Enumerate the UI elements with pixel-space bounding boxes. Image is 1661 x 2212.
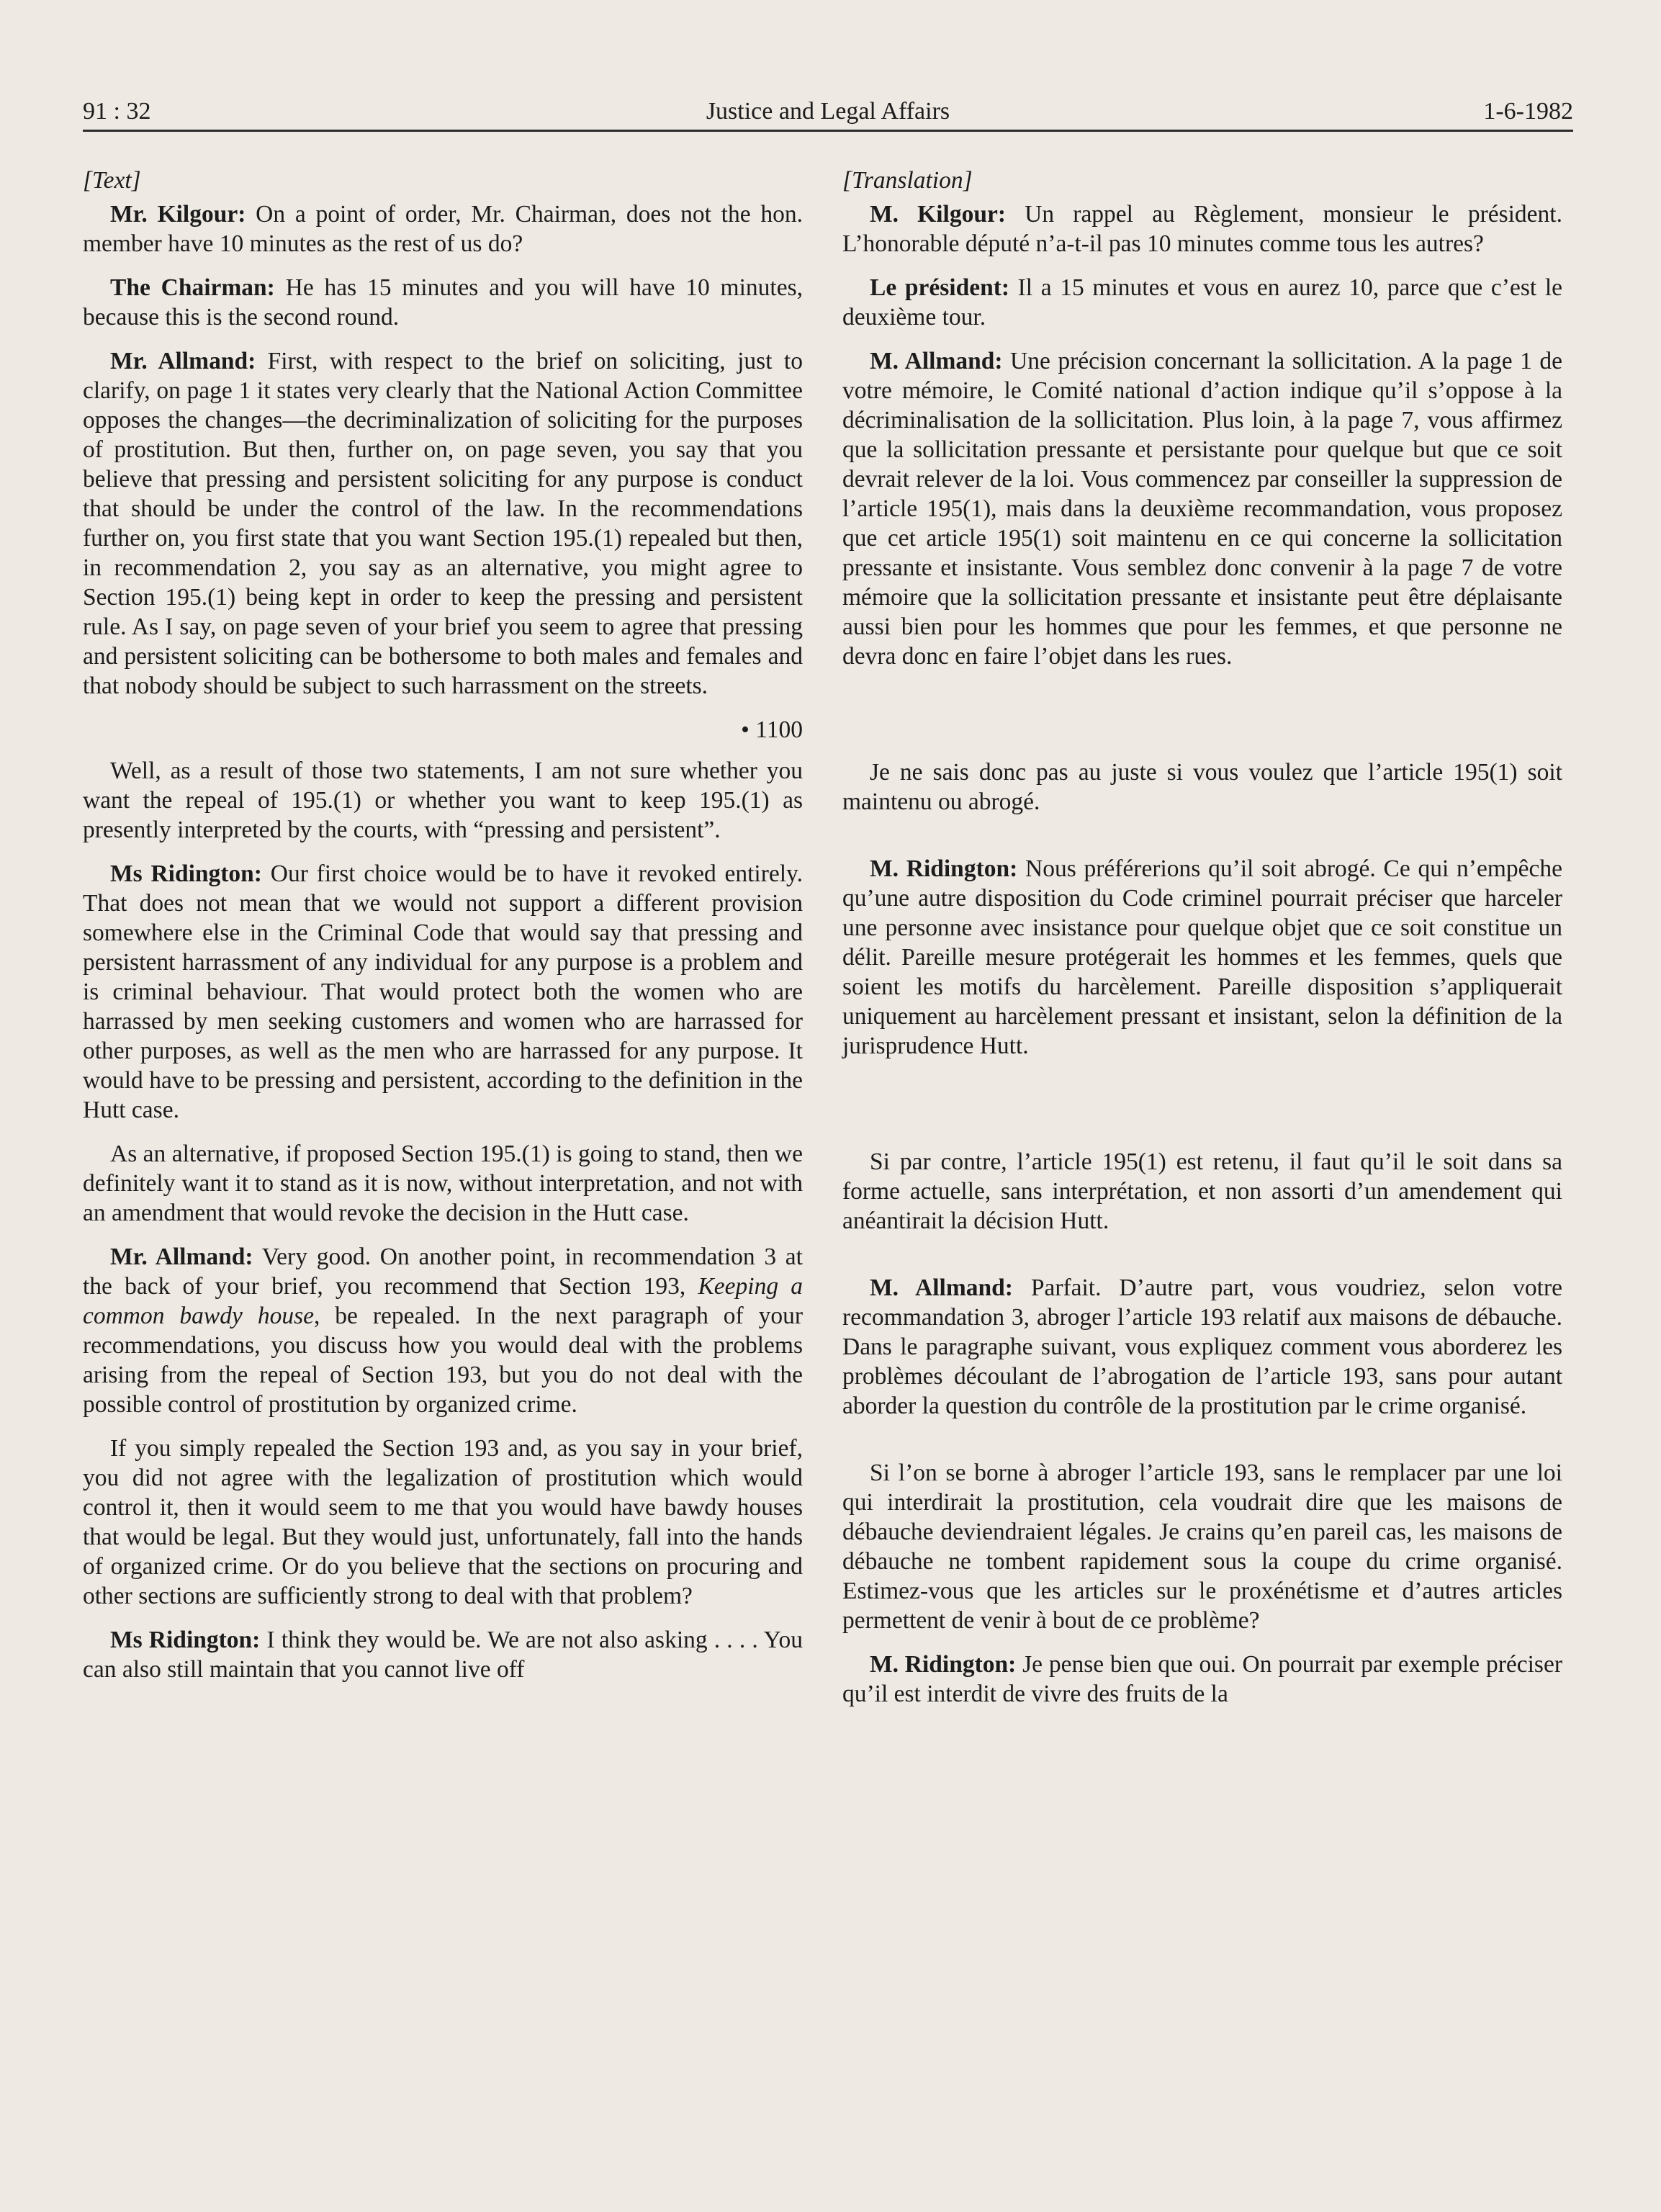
- paragraph: If you simply repealed the Section 193 and, as you say in your brief, you did not agree with the legalization of prostitution which would control it, then it would seem to me that you would have bawdy houses that would be legal. But they would just, unfortunately, fall into the hands of organized crime. Or do you believe that the sections on procuring and other sections are sufficiently strong to deal with that problem?: [83, 1435, 803, 1609]
- french-column: [842, 166, 1562, 1723]
- paragraph: [83, 859, 803, 1125]
- paragraph: Je ne sais donc pas au juste si vous voulez que l’article 195(1) soit maintenu ou abrogé.: [842, 759, 1562, 815]
- paragraph-text: Je pense bien que oui. On pourrait par exemple préciser qu’il est interdit de vivre des fruits de la: [842, 1651, 1562, 1707]
- paragraph: [83, 1625, 803, 1684]
- speaker-name: Mr. Allmand:: [110, 1244, 253, 1270]
- paragraph-text: Very good. On another point, in recommendation 3 at the back of your brief, you recommend that Section 193,: [83, 1244, 803, 1300]
- text-label: [Text]: [83, 167, 141, 194]
- speaker-name: M. Ridington:: [870, 855, 1018, 882]
- paragraph: Si par contre, l’article 195(1) est retenu, il faut qu’il le soit dans sa forme actuelle, sans interprétation, et non assorti d’un amendement qui anéantirait la décision Hutt.: [842, 1148, 1562, 1234]
- paragraph: [83, 1242, 803, 1419]
- paragraph-text: Our first choice would be to have it revoked entirely. That does not mean that we would not support a different provision somewhere else in the Criminal Code that would say that pressing and persistent harrassment of any individual for any purpose is a problem and is criminal behaviour. That would protect both the women who are harrassed by men seeking customers and women who are harrassed for other purposes, as well as the men who are harrassed for any purpose. It would have to be pressing and persistent, according to the definition in the Hutt case.: [83, 860, 804, 1123]
- speaker-name: M. Allmand:: [870, 348, 1003, 374]
- paragraph-text: I think they would be. We are not also asking . . . . You can also still maintain that you cannot live off: [83, 1627, 803, 1683]
- section-title-italic: Keeping a common bawdy house: [83, 1273, 804, 1329]
- paragraph: Well, as a result of those two statements, I am not sure whether you want the repeal of 195.(1) or whether you want to keep 195.(1) as presently interpreted by the courts, with “pressing and persistent”.: [83, 757, 803, 843]
- speaker-name: M. Ridington:: [870, 1651, 1017, 1678]
- paragraph: [83, 273, 803, 332]
- paragraph: [842, 1273, 1562, 1421]
- meeting-date: 1-6-1982: [1483, 98, 1573, 125]
- running-title: Justice and Legal Affairs: [706, 98, 950, 125]
- speaker-name: Ms Ridington:: [110, 860, 262, 887]
- paragraph-text: , be repealed. In the next paragraph of your recommendations, you discuss how you would deal with the problems arising from the repeal of Section 193, but you do not deal with the possible control of prostitution by organized crime.: [83, 1303, 804, 1418]
- speaker-name: The Chairman:: [110, 274, 275, 301]
- speaker-name: M. Kilgour:: [870, 201, 1006, 228]
- speaker-name: M. Allmand:: [870, 1274, 1013, 1301]
- paragraph-text: Un rappel au Règlement, monsieur le président. L’honorable député n’a-t-il pas 10 minutes comme tous les autres?: [842, 201, 1562, 257]
- paragraph: [83, 346, 803, 701]
- paragraph-text: First, with respect to the brief on soliciting, just to clarify, on page 1 it states very clearly that the National Action Committee opposes the changes—the decriminalization of soliciting for the purposes of prostitution. But then, further on, on page seven, you say that you believe that pressing and persistent soliciting for any purpose is conduct that should be under the control of the law. In the recommendations further on, you first state that you want Section 195.(1) repealed but then, in recommendation 2, you say as an alternative, you might agree to Section 195.(1) being kept in order to keep the pressing and persistent rule. As I say, on page seven of your brief you seem to agree that pressing and persistent soliciting can be bothersome to both males and females and that nobody should be subject to such harrassment on the streets.: [83, 348, 803, 699]
- speaker-name: Ms Ridington:: [110, 1627, 261, 1653]
- speaker-name: Mr. Kilgour:: [110, 201, 246, 228]
- paragraph-text: Parfait. D’autre part, vous voudriez, selon votre recommandation 3, abroger l’article 193 relatif aux maisons de débauche. Dans le paragraphe suivant, vous expliquez comment vous aborderez les problèmes découlant de l’abrogation de l’article 193, sans pour autant aborder la question du contrôle de la prostitution par le crime organisé.: [842, 1274, 1562, 1419]
- paragraph-text: Une précision concernant la sollicitation. A la page 1 de votre mémoire, le Comité national d’action indique qu’il s’oppose à la décriminalisation de la sollicitation. Plus loin, à la page 7, vous affirmez que la sollicitation pressante et persistante pour quelque but que ce soit devrait relever de la loi. Vous commencez par conseiller la suppression de l’article 195(1), mais dans la deuxième recommandation, vous proposez que cet article 195(1) soit maintenu en ce qui concerne la sollicitation pressante et insistante. Vous semblez donc convenir à la page 7 de votre mémoire que la sollicitation pressante et insistante peut être déplaisante aussi bien pour les hommes que pour les femmes, et que personne ne devra donc en faire l’objet dans les rues.: [842, 348, 1562, 670]
- paragraph-text: Il a 15 minutes et vous en aurez 10, parce que c’est le deuxième tour.: [842, 274, 1562, 331]
- paragraph-text: He has 15 minutes and you will have 10 minutes, because this is the second round.: [83, 274, 803, 331]
- paragraph: [842, 199, 1562, 258]
- paragraph-text: Nous préférerions qu’il soit abrogé. Ce qui n’empêche qu’une autre disposition du Code criminel pourrait préciser que harceler une personne avec insistance pour quelque objet que ce soit constitue un délit. Pareille mesure protégerait les hommes et les femmes, quels que soient les motifs du harcèlement. Pareille disposition s’appliquerait uniquement au harcèlement pressant et insistant, selon la définition de la jurisprudence Hutt.: [842, 855, 1562, 1059]
- paragraph: [842, 854, 1562, 1061]
- paragraph: [842, 346, 1562, 671]
- paragraph: As an alternative, if proposed Section 195.(1) is going to stand, then we definitely want it to stand as it is now, without interpretation, and not with an amendment that would revoke the decision in the Hutt case.: [83, 1141, 803, 1226]
- english-column: [83, 166, 803, 1699]
- paragraph: [842, 273, 1562, 332]
- paragraph: [83, 199, 803, 258]
- translation-label: [Translation]: [842, 167, 973, 194]
- paragraph: [842, 1650, 1562, 1709]
- time-mark: • 1100: [741, 716, 803, 743]
- paragraph: Si l’on se borne à abroger l’article 193, sans le remplacer par une loi qui interdirait la prostitution, cela voudrait dire que les maisons de débauche deviendraient légales. Je crains qu’en pareil cas, les maisons de débauche ne tombent rapidement sous la coupe du crime organisé. Estimez-vous que les articles sur le proxénétisme et d’autres articles permettent de venir à bout de ce problème?: [842, 1460, 1562, 1634]
- paragraph-text: On a point of order, Mr. Chairman, does not the hon. member have 10 minutes as the rest of us do?: [83, 201, 803, 257]
- speaker-name: Mr. Allmand:: [110, 348, 256, 374]
- page-header: [83, 86, 1573, 132]
- page-number: 91 : 32: [83, 98, 151, 125]
- speaker-name: Le président:: [870, 274, 1010, 301]
